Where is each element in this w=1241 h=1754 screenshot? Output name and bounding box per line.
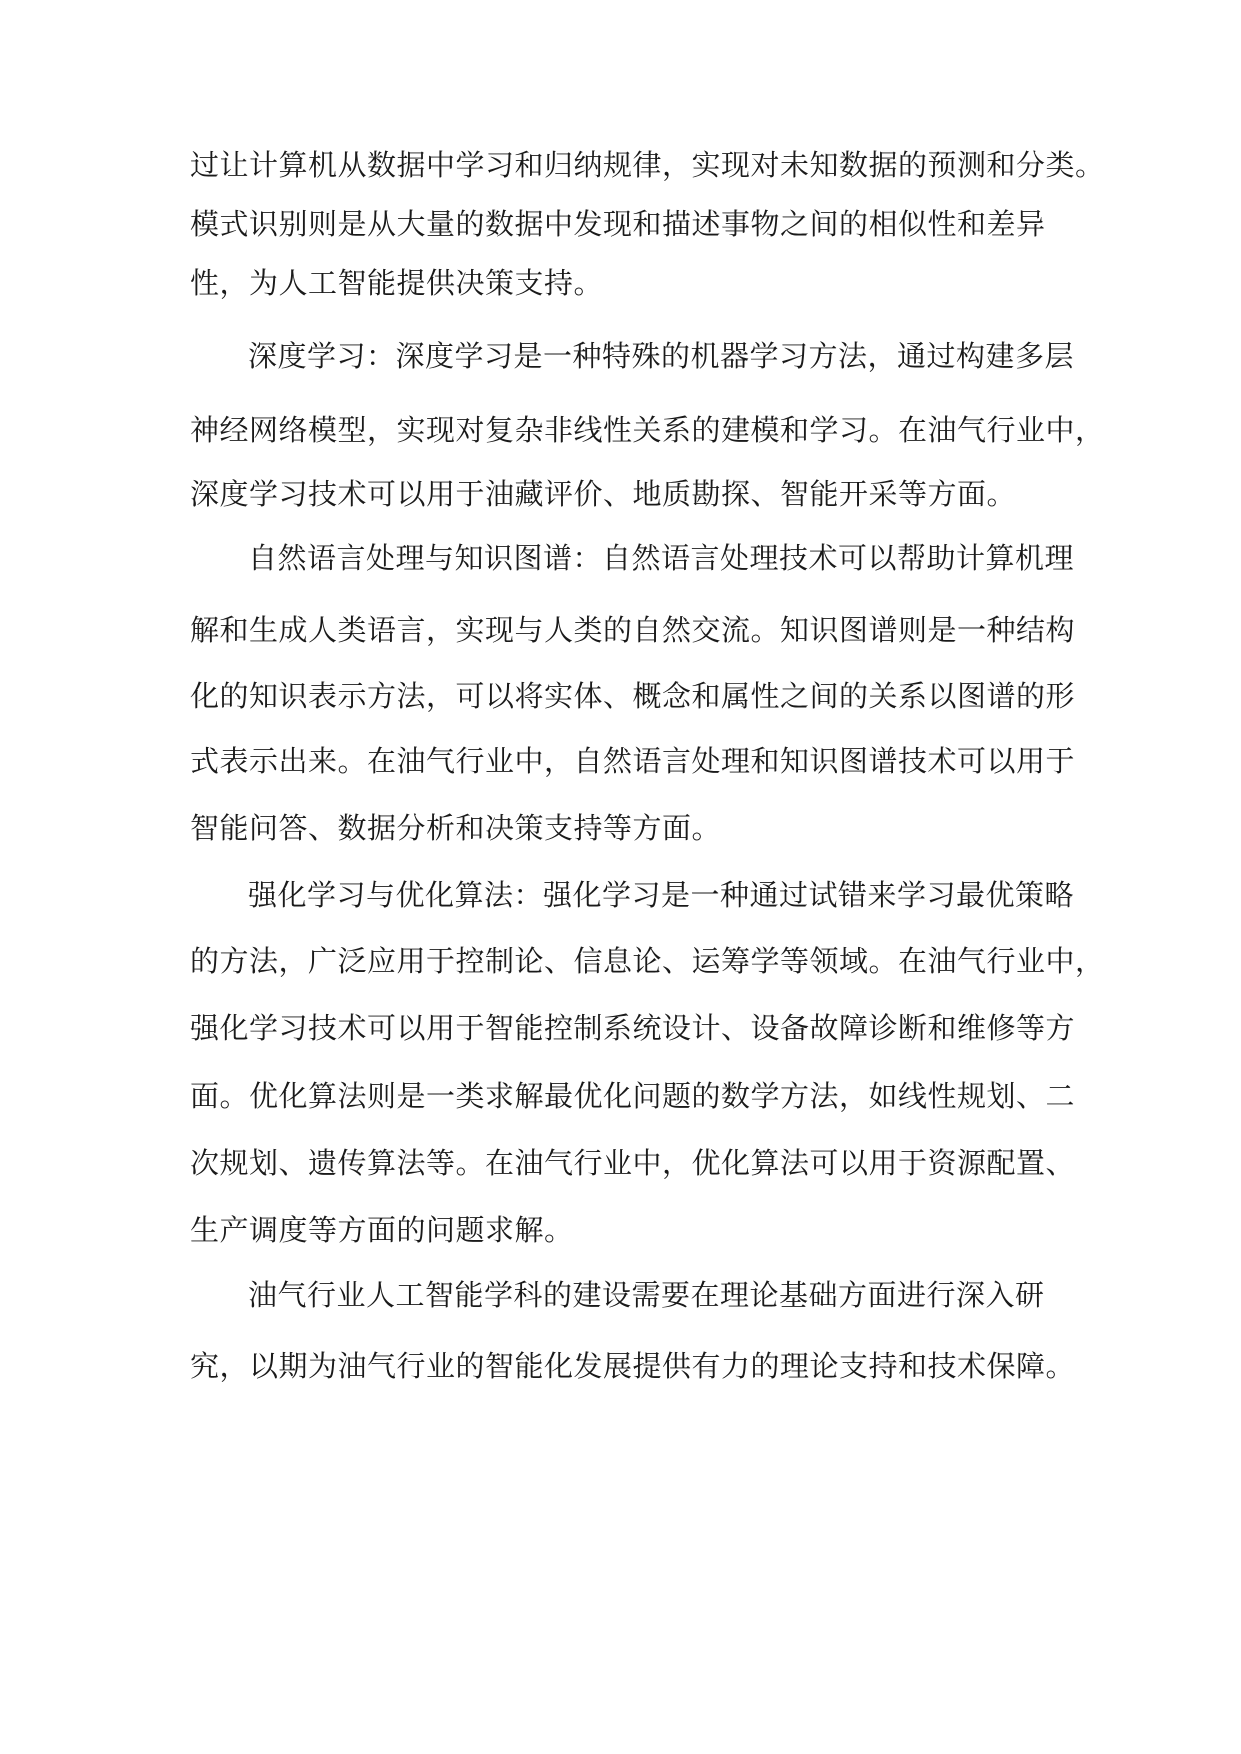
text-line: 神经网络模型，实现对复杂非线性关系的建模和学习。在油气行业中， xyxy=(190,413,1105,447)
text-line: 深度学习技术可以用于油藏评价、地质勘探、智能开采等方面。 xyxy=(190,477,1017,511)
paragraph-nlp-start: 自然语言处理与知识图谱：自然语言处理技术可以帮助计算机理 xyxy=(248,541,1075,575)
text-line: 模式识别则是从大量的数据中发现和描述事物之间的相似性和差异 xyxy=(190,207,1046,241)
text-line: 解和生成人类语言，实现与人类的自然交流。知识图谱则是一种结构 xyxy=(190,613,1076,647)
text-line: 式表示出来。在油气行业中，自然语言处理和知识图谱技术可以用于 xyxy=(190,744,1076,778)
text-line: 过让计算机从数据中学习和归纳规律，实现对未知数据的预测和分类。 xyxy=(190,148,1105,182)
text-line: 智能问答、数据分析和决策支持等方面。 xyxy=(190,811,722,845)
text-line: 化的知识表示方法，可以将实体、概念和属性之间的关系以图谱的形 xyxy=(190,679,1076,713)
text-line: 究，以期为油气行业的智能化发展提供有力的理论支持和技术保障。 xyxy=(190,1349,1076,1383)
text-line: 性，为人工智能提供决策支持。 xyxy=(190,266,604,300)
paragraph-reinforcement-start: 强化学习与优化算法：强化学习是一种通过试错来学习最优策略 xyxy=(248,878,1075,912)
paragraph-deep-learning-start: 深度学习：深度学习是一种特殊的机器学习方法，通过构建多层 xyxy=(248,339,1075,373)
text-line: 次规划、遗传算法等。在油气行业中，优化算法可以用于资源配置、 xyxy=(190,1146,1076,1180)
text-line: 生产调度等方面的问题求解。 xyxy=(190,1213,574,1247)
text-line: 强化学习技术可以用于智能控制系统设计、设备故障诊断和维修等方 xyxy=(190,1011,1076,1045)
text-line: 面。优化算法则是一类求解最优化问题的数学方法，如线性规划、二 xyxy=(190,1079,1076,1113)
paragraph-conclusion-start: 油气行业人工智能学科的建设需要在理论基础方面进行深入研 xyxy=(248,1278,1045,1312)
text-line: 的方法，广泛应用于控制论、信息论、运筹学等领域。在油气行业中， xyxy=(190,944,1105,978)
